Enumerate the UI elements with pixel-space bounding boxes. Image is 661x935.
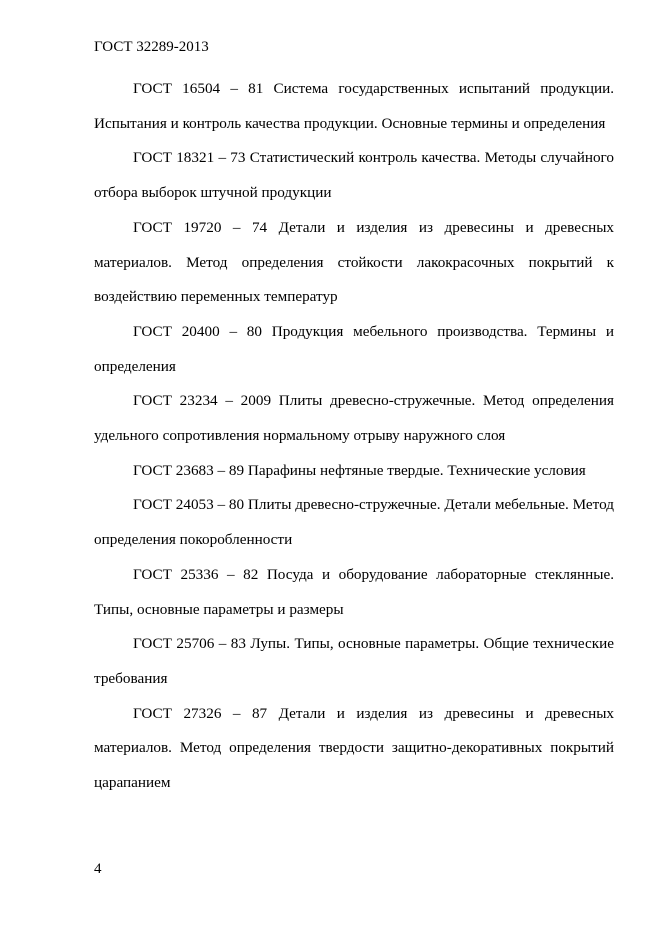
reference-item: ГОСТ 25706 – 83 Лупы. Типы, основные параметры. Общие технические требования	[94, 635, 614, 687]
reference-item: ГОСТ 24053 – 80 Плиты древесно-стружечные. Детали мебельные. Метод определения покоробленности	[94, 496, 614, 549]
page-number: 4	[94, 861, 102, 877]
reference-item: ГОСТ 27326 – 87 Детали и изделия из древесины и древесных материалов. Метод определения твердости защитно-декоративных покрытий царапанием	[94, 704, 614, 792]
reference-item: ГОСТ 16504 – 81 Система государственных испытаний продукции. Испытания и контроль качества продукции. Основные термины и определения	[94, 80, 614, 132]
reference-item: ГОСТ 18321 – 73 Статистический контроль качества. Методы случайного отбора выборок штучной продукции	[94, 149, 614, 202]
document-header-code: ГОСТ 32289-2013	[94, 39, 209, 55]
reference-item: ГОСТ 19720 – 74 Детали и изделия из древесины и древесных материалов. Метод определения стойкости лакокрасочных покрытий к воздействию переменных температур	[94, 218, 614, 306]
reference-item: ГОСТ 23234 – 2009 Плиты древесно-стружечные. Метод определения удельного сопротивления нормальному отрыву наружного слоя	[94, 392, 614, 445]
reference-item: ГОСТ 23683 – 89 Парафины нефтяные твердые. Технические условия	[133, 461, 586, 479]
normative-references-list	[94, 72, 614, 801]
reference-item: ГОСТ 25336 – 82 Посуда и оборудование лабораторные стеклянные. Типы, основные параметры и размеры	[94, 565, 614, 618]
reference-item: ГОСТ 20400 – 80 Продукция мебельного производства. Термины и определения	[94, 322, 614, 375]
